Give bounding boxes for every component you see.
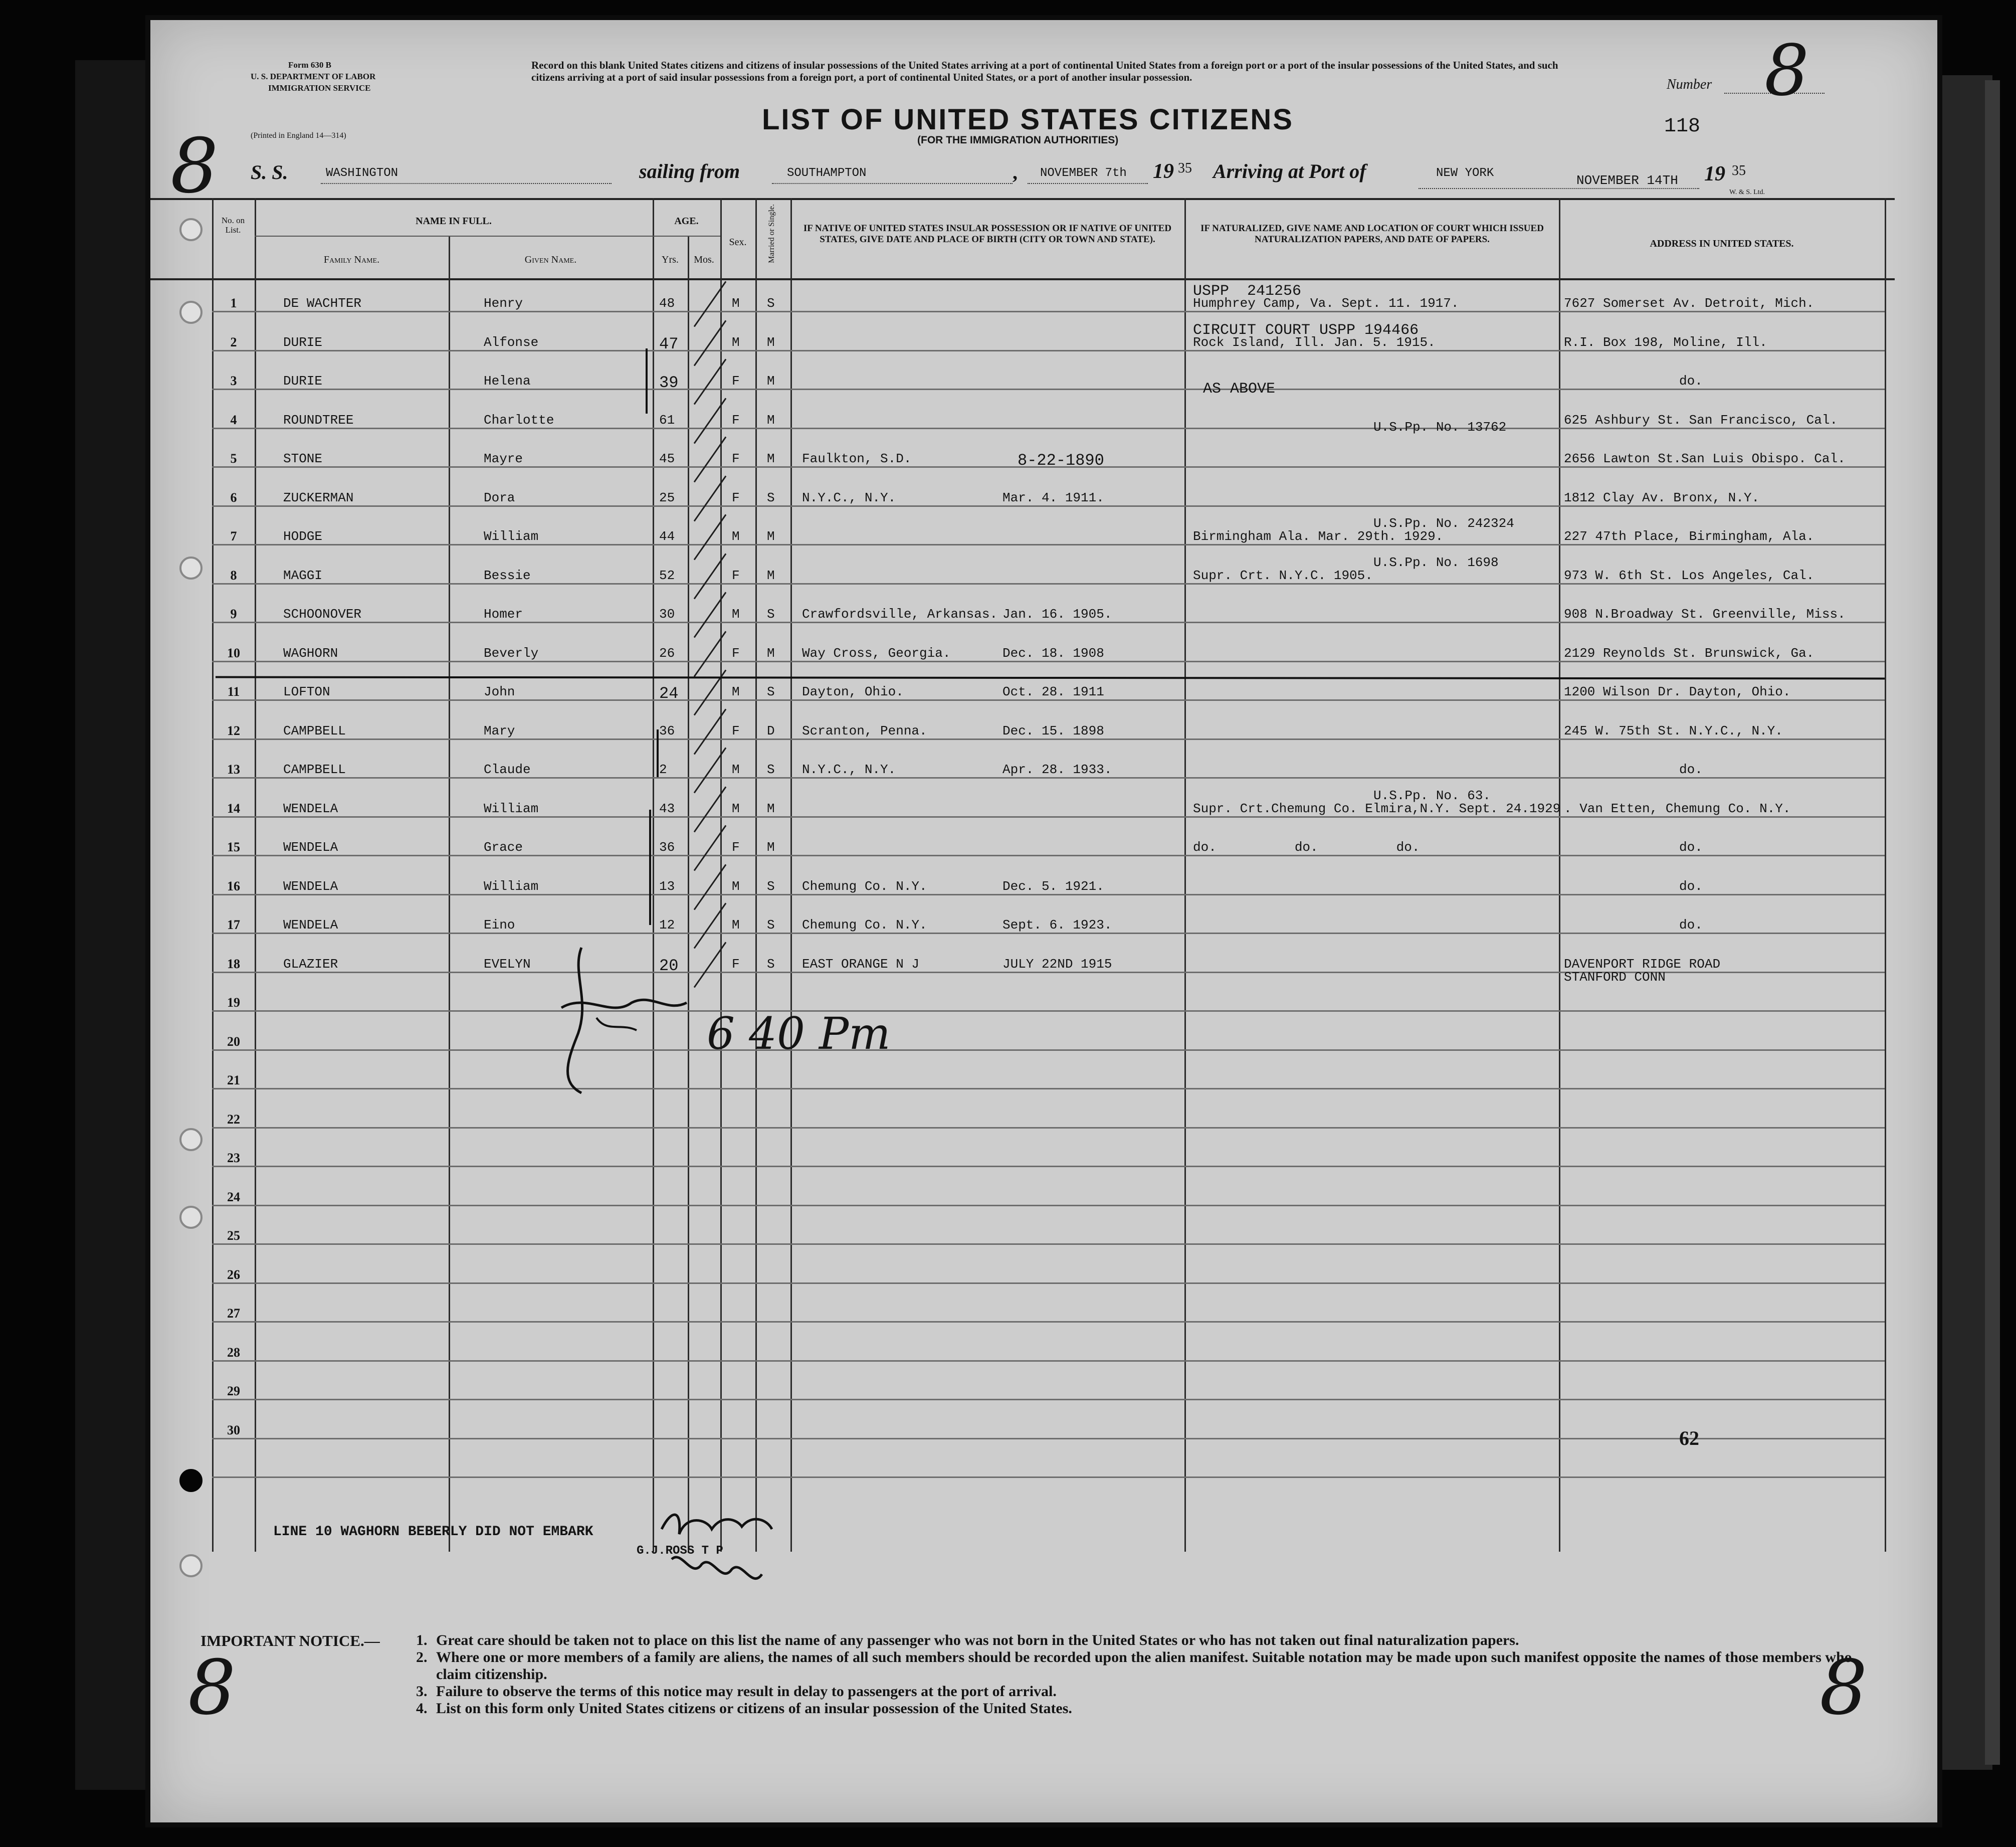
comma-1: , bbox=[1013, 161, 1018, 183]
marital-status: M bbox=[767, 840, 775, 855]
birth-date: Mar. 4. 1911. bbox=[1002, 490, 1104, 505]
row-number: 3 bbox=[230, 374, 237, 388]
marital-status: M bbox=[767, 413, 775, 428]
row-rule bbox=[212, 1360, 1885, 1362]
sex: M bbox=[732, 879, 740, 894]
col-header-given: Given Name. bbox=[524, 254, 577, 265]
family-name: ROUNDTREE bbox=[283, 413, 354, 428]
naturalization-papers: U.S.Pp. No. 242324 bbox=[1373, 516, 1514, 531]
notice-item bbox=[416, 1683, 1880, 1700]
age-years: 36 bbox=[659, 723, 675, 738]
row-number: 11 bbox=[227, 684, 240, 699]
marital-status: S bbox=[767, 684, 775, 699]
family-name: ZUCKERMAN bbox=[283, 490, 354, 505]
row-rule bbox=[212, 1243, 1885, 1245]
naturalization-papers: CIRCUIT COURT USPP 194466 bbox=[1193, 322, 1419, 339]
address: . Van Etten, Chemung Co. N.Y. bbox=[1564, 801, 1791, 816]
family-name: DURIE bbox=[283, 335, 323, 350]
family-name: DURIE bbox=[283, 374, 323, 389]
row-rule bbox=[212, 583, 1885, 585]
given-name: Eino bbox=[484, 917, 515, 933]
sex: M bbox=[732, 607, 740, 622]
row-number: 17 bbox=[227, 917, 240, 932]
notice-number: 2. bbox=[416, 1649, 428, 1666]
birth-date: Dec. 15. 1898 bbox=[1002, 723, 1104, 738]
marital-status: S bbox=[767, 957, 775, 972]
birthplace: Way Cross, Georgia. bbox=[802, 646, 951, 661]
col-rule-ms bbox=[755, 198, 757, 1552]
sex: F bbox=[732, 490, 740, 505]
address: do. bbox=[1679, 917, 1703, 933]
col-header-native: IF NATIVE OF UNITED STATES INSULAR POSSESSION OR IF NATIVE OF UNITED STATES, GIVE DATE AND PLACE OF BIRTH (CITY OR TOWN AND STATE). bbox=[803, 223, 1172, 245]
age-years: 13 bbox=[659, 879, 675, 894]
birth-date: Dec. 5. 1921. bbox=[1002, 879, 1104, 894]
instructions: Record on this blank United States citizens and citizens of insular possessions of the United States arriving at a port of continental United States from a foreign port or a port of the insular possessions of the United States, and such citizens arriving at a port of said insular possessions from a foreign port, a port of continental United States, or a port of another insular possession. bbox=[531, 59, 1558, 83]
naturalization-court: AS ABOVE bbox=[1203, 381, 1276, 398]
arrival-port: NEW YORK bbox=[1436, 166, 1494, 180]
row-number: 15 bbox=[227, 840, 240, 854]
given-name: Charlotte bbox=[484, 413, 554, 428]
row-rule bbox=[212, 311, 1885, 312]
row-number: 25 bbox=[227, 1228, 240, 1243]
handwritten-time: 6 40 Pm bbox=[707, 1008, 891, 1059]
family-name: WENDELA bbox=[283, 917, 338, 933]
row-rule bbox=[212, 428, 1885, 429]
row-rule bbox=[212, 933, 1885, 934]
sex: M bbox=[732, 684, 740, 699]
row-rule bbox=[212, 1399, 1885, 1400]
row-number: 1 bbox=[230, 296, 237, 310]
row-rule bbox=[212, 1049, 1885, 1051]
row-rule bbox=[212, 661, 1885, 662]
row-rule bbox=[212, 894, 1885, 895]
row-number: 29 bbox=[227, 1384, 240, 1398]
birth-date: JULY 22ND 1915 bbox=[1002, 957, 1112, 972]
given-name: William bbox=[484, 801, 539, 816]
row-rule bbox=[212, 1166, 1885, 1167]
given-name: Bessie bbox=[484, 568, 531, 583]
address: 7627 Somerset Av. Detroit, Mich. bbox=[1564, 296, 1815, 311]
age-years: 47 bbox=[659, 335, 679, 353]
marital-status: M bbox=[767, 801, 775, 816]
page-shadow-right bbox=[1937, 75, 1992, 1770]
row-rule bbox=[212, 1088, 1885, 1089]
row-number: 4 bbox=[230, 413, 237, 427]
marital-status: D bbox=[767, 723, 775, 738]
age-years: 43 bbox=[659, 801, 675, 816]
marital-status: M bbox=[767, 451, 775, 466]
row-rule bbox=[212, 1127, 1885, 1129]
family-name: CAMPBELL bbox=[283, 762, 346, 777]
row-rule bbox=[212, 738, 1885, 740]
birthplace: N.Y.C., N.Y. bbox=[802, 490, 896, 505]
line-10-note: LINE 10 WAGHORN BEBERLY DID NOT EMBARK bbox=[273, 1524, 593, 1540]
age-years: 30 bbox=[659, 607, 675, 622]
from-port: SOUTHAMPTON bbox=[787, 166, 867, 180]
notice-text: Failure to observe the terms of this notice may result in delay to passengers at the port of arrival. bbox=[436, 1683, 1057, 1700]
arrival-date: NOVEMBER 14TH bbox=[1576, 173, 1678, 188]
col-header-married: Married or Single. bbox=[767, 204, 776, 263]
family-name: STONE bbox=[283, 451, 323, 466]
given-name: Dora bbox=[484, 490, 515, 505]
row-number: 26 bbox=[227, 1267, 240, 1282]
sailing-label: sailing from bbox=[639, 160, 740, 182]
naturalization-court: Birmingham Ala. Mar. 29th. 1929. bbox=[1193, 529, 1444, 544]
row-number: 20 bbox=[227, 1034, 240, 1049]
given-name: Beverly bbox=[484, 646, 539, 661]
row-number: 6 bbox=[230, 490, 237, 505]
check-mark-campbell bbox=[657, 729, 659, 777]
address: do. bbox=[1679, 879, 1703, 894]
age-years: 45 bbox=[659, 451, 675, 466]
row-number: 18 bbox=[227, 957, 240, 971]
row-number: 30 bbox=[227, 1423, 240, 1437]
name-age-subrule bbox=[255, 236, 720, 237]
col-header-no: No. on List. bbox=[221, 216, 245, 235]
punch-hole bbox=[179, 301, 203, 324]
document-subtitle: (FOR THE IMMIGRATION AUTHORITIES) bbox=[917, 134, 1119, 146]
age-years: 44 bbox=[659, 529, 675, 544]
naturalization-papers: U.S.Pp. No. 1698 bbox=[1373, 555, 1499, 570]
row-number: 5 bbox=[230, 451, 237, 466]
naturalization-papers: USPP 241256 bbox=[1193, 283, 1302, 300]
year-prefix-1: 19 bbox=[1153, 160, 1174, 183]
row-rule bbox=[212, 777, 1885, 779]
row-rule bbox=[212, 1321, 1885, 1323]
marital-status: S bbox=[767, 917, 775, 933]
given-name: Henry bbox=[484, 296, 523, 311]
naturalization-court: Supr. Crt.Chemung Co. Elmira,N.Y. Sept. 24.1929 bbox=[1193, 801, 1561, 816]
sex: F bbox=[732, 840, 740, 855]
address: do. bbox=[1679, 374, 1703, 389]
depart-date: NOVEMBER 7th bbox=[1040, 166, 1127, 180]
binding-rail bbox=[1985, 80, 2000, 1765]
given-name: Alfonse bbox=[484, 335, 539, 350]
depart-year: 35 bbox=[1178, 160, 1192, 176]
row-rule bbox=[212, 544, 1885, 545]
address: 2656 Lawton St.San Luis Obispo. Cal. bbox=[1564, 451, 1846, 466]
age-years: 36 bbox=[659, 840, 675, 855]
address: do. bbox=[1679, 840, 1703, 855]
address: DAVENPORT RIDGE ROAD bbox=[1564, 957, 1721, 972]
sex: M bbox=[732, 335, 740, 350]
birthplace: Crawfordsville, Arkansas. bbox=[802, 607, 998, 622]
marital-status: M bbox=[767, 646, 775, 661]
punch-hole bbox=[179, 1206, 203, 1229]
family-name: WENDELA bbox=[283, 840, 338, 855]
given-name: William bbox=[484, 879, 539, 894]
sex: M bbox=[732, 296, 740, 311]
marital-status: M bbox=[767, 529, 775, 544]
header-bottom-rule bbox=[150, 278, 1895, 280]
sex: M bbox=[732, 762, 740, 777]
col-rule-no-left bbox=[212, 198, 214, 1552]
col-header-family: Family Name. bbox=[323, 254, 380, 265]
col-header-mos: Mos. bbox=[694, 254, 714, 265]
address: R.I. Box 198, Moline, Ill. bbox=[1564, 335, 1767, 350]
age-years: 12 bbox=[659, 917, 675, 933]
marital-status: S bbox=[767, 490, 775, 505]
given-name: Mayre bbox=[484, 451, 523, 466]
sex: F bbox=[732, 451, 740, 466]
birth-date: 8-22-1890 bbox=[1018, 451, 1104, 470]
notice-text: Where one or more members of a family are aliens, the names of all such members should be recorded upon the alien manifest. Suitable notation may be made upon such manifest opposite the names of those members who claim citizenship. bbox=[436, 1649, 1852, 1683]
age-years: 39 bbox=[659, 374, 679, 392]
address: 625 Ashbury St. San Francisco, Cal. bbox=[1564, 413, 1838, 428]
col-rule-naturalized bbox=[1184, 198, 1186, 1552]
corner-number-left: 8 bbox=[188, 1644, 236, 1732]
col-rule-sex bbox=[720, 198, 722, 1552]
address: 973 W. 6th St. Los Angeles, Cal. bbox=[1564, 568, 1815, 583]
naturalization-court: Humphrey Camp, Va. Sept. 11. 1917. bbox=[1193, 296, 1459, 311]
given-name: Mary bbox=[484, 723, 515, 738]
birth-date: Oct. 28. 1911 bbox=[1002, 684, 1104, 699]
row-rule bbox=[212, 622, 1885, 623]
naturalization-court: U.S.Pp. No. 13762 bbox=[1373, 420, 1507, 435]
page-number-62: 62 bbox=[1679, 1427, 1699, 1449]
given-name: Grace bbox=[484, 840, 523, 855]
address: 1200 Wilson Dr. Dayton, Ohio. bbox=[1564, 684, 1791, 699]
address: 2129 Reynolds St. Brunswick, Ga. bbox=[1564, 646, 1815, 661]
address-line-2: STANFORD CONN bbox=[1564, 970, 1666, 985]
row-number: 19 bbox=[227, 995, 240, 1010]
row-rule bbox=[212, 505, 1885, 507]
notice-title: IMPORTANT NOTICE.— bbox=[200, 1632, 380, 1649]
birth-date: Dec. 18. 1908 bbox=[1002, 646, 1104, 661]
age-years: 26 bbox=[659, 646, 675, 661]
given-name: Claude bbox=[484, 762, 531, 777]
family-name: MAGGI bbox=[283, 568, 323, 583]
ss-label: S. S. bbox=[251, 161, 288, 183]
sex: M bbox=[732, 529, 740, 544]
punch-hole bbox=[179, 218, 203, 241]
check-mark-wendela bbox=[649, 810, 651, 925]
address: 227 47th Place, Birmingham, Ala. bbox=[1564, 529, 1815, 544]
marital-status: S bbox=[767, 762, 775, 777]
row-rule bbox=[212, 816, 1885, 818]
notice-number: 1. bbox=[416, 1632, 428, 1648]
margin-number-8: 8 bbox=[170, 123, 219, 210]
row-rule bbox=[212, 350, 1885, 351]
row-number: 2 bbox=[230, 335, 237, 349]
col-rule-right bbox=[1885, 198, 1886, 1552]
notice-number: 4. bbox=[416, 1700, 428, 1717]
age-years: 52 bbox=[659, 568, 675, 583]
ship-name: WASHINGTON bbox=[326, 166, 398, 180]
number-value: 8 bbox=[1764, 30, 1809, 112]
row-number: 24 bbox=[227, 1190, 240, 1204]
family-name: WENDELA bbox=[283, 879, 338, 894]
sex: F bbox=[732, 646, 740, 661]
row-rule bbox=[212, 1438, 1885, 1439]
sex: F bbox=[732, 723, 740, 738]
printer-mark: W. & S. Ltd. bbox=[1729, 189, 1765, 196]
marital-status: S bbox=[767, 296, 775, 311]
ship-line bbox=[321, 183, 612, 184]
date-line bbox=[1028, 183, 1148, 184]
row-number: 9 bbox=[230, 607, 237, 621]
sex: F bbox=[732, 568, 740, 583]
address: 1812 Clay Av. Bronx, N.Y. bbox=[1564, 490, 1760, 505]
page-shadow-left bbox=[75, 60, 150, 1790]
family-name: HODGE bbox=[283, 529, 323, 544]
form-number: Form 630 B bbox=[288, 60, 331, 70]
col-header-naturalized: IF NATURALIZED, GIVE NAME AND LOCATION OF COURT WHICH ISSUED NATURALIZATION PAPERS, AND DATE OF PAPERS. bbox=[1200, 223, 1544, 245]
family-name: WAGHORN bbox=[283, 646, 338, 661]
col-rule-family bbox=[255, 198, 256, 1552]
birth-date: Apr. 28. 1933. bbox=[1002, 762, 1112, 777]
from-line bbox=[772, 183, 1013, 184]
address: 908 N.Broadway St. Greenville, Miss. bbox=[1564, 607, 1846, 622]
given-name: William bbox=[484, 529, 539, 544]
row-number: 22 bbox=[227, 1112, 240, 1127]
col-rule-address bbox=[1559, 198, 1560, 1552]
birthplace: N.Y.C., N.Y. bbox=[802, 762, 896, 777]
check-mark-durie bbox=[646, 348, 648, 414]
service: IMMIGRATION SERVICE bbox=[268, 83, 371, 93]
row-rule bbox=[212, 1282, 1885, 1284]
row-number: 12 bbox=[227, 723, 240, 738]
age-years: 24 bbox=[659, 684, 679, 703]
marital-status: M bbox=[767, 568, 775, 583]
birthplace: Faulkton, S.D. bbox=[802, 451, 912, 466]
arriving-label: Arriving at Port of bbox=[1213, 160, 1366, 182]
row-number: 7 bbox=[230, 529, 237, 543]
family-name: DE WACHTER bbox=[283, 296, 362, 311]
arrival-line bbox=[1419, 188, 1699, 189]
number-label: Number bbox=[1667, 77, 1712, 92]
row-number: 16 bbox=[227, 879, 240, 893]
sex: F bbox=[732, 413, 740, 428]
handwritten-signature-middle bbox=[551, 943, 702, 1098]
punch-hole bbox=[179, 1128, 203, 1151]
row-number: 13 bbox=[227, 762, 240, 777]
family-name: WENDELA bbox=[283, 801, 338, 816]
birth-date: Sept. 6. 1923. bbox=[1002, 917, 1112, 933]
row-rule bbox=[212, 1476, 1885, 1478]
sex: M bbox=[732, 917, 740, 933]
row-number: 8 bbox=[230, 568, 237, 583]
year-prefix-2: 19 bbox=[1704, 162, 1725, 186]
given-name: Homer bbox=[484, 607, 523, 622]
printed-in: (Printed in England 14—314) bbox=[251, 131, 346, 140]
col-header-address: ADDRESS IN UNITED STATES. bbox=[1650, 238, 1794, 249]
row-rule bbox=[212, 855, 1885, 856]
given-name: EVELYN bbox=[484, 957, 531, 972]
col-rule-native bbox=[790, 198, 792, 1552]
family-name: CAMPBELL bbox=[283, 723, 346, 738]
notice-number: 3. bbox=[416, 1683, 428, 1700]
naturalization-court: do. do. do. bbox=[1193, 840, 1420, 855]
sex: F bbox=[732, 957, 740, 972]
col-header-age: AGE. bbox=[674, 216, 699, 227]
punch-hole bbox=[179, 1469, 203, 1492]
notice-text: List on this form only United States citizens or citizens of an insular possession of the United States. bbox=[436, 1700, 1072, 1717]
age-years: 48 bbox=[659, 296, 675, 311]
given-name: John bbox=[484, 684, 515, 699]
naturalization-court: Supr. Crt. N.Y.C. 1905. bbox=[1193, 568, 1373, 583]
notice-item bbox=[416, 1632, 1880, 1649]
arrival-year: 35 bbox=[1732, 163, 1746, 178]
marital-status: S bbox=[767, 607, 775, 622]
notice-text: Great care should be taken not to place on this list the name of any passenger who was not born in the United States or who has not taken out final naturalization papers. bbox=[436, 1632, 1519, 1648]
corner-number-right: 8 bbox=[1820, 1644, 1868, 1732]
row-rule bbox=[212, 1010, 1885, 1012]
row-number: 28 bbox=[227, 1345, 240, 1360]
age-years: 20 bbox=[659, 957, 679, 975]
row-rule bbox=[212, 1205, 1885, 1206]
age-years: 2 bbox=[659, 762, 667, 777]
family-name: GLAZIER bbox=[283, 957, 338, 972]
col-header-name: NAME IN FULL. bbox=[416, 216, 492, 227]
row-rule bbox=[212, 699, 1885, 701]
notice-list bbox=[416, 1632, 1880, 1717]
birthplace: Dayton, Ohio. bbox=[802, 684, 904, 699]
col-rule-age bbox=[653, 198, 654, 1552]
col-header-yrs: Yrs. bbox=[662, 254, 679, 265]
col-header-sex: Sex. bbox=[729, 237, 747, 248]
family-name: LOFTON bbox=[283, 684, 330, 699]
marital-status: M bbox=[767, 335, 775, 350]
naturalization-papers: U.S.Pp. No. 63. bbox=[1373, 788, 1491, 803]
notice-item bbox=[416, 1700, 1880, 1717]
birth-date: Jan. 16. 1905. bbox=[1002, 607, 1112, 622]
birthplace: EAST ORANGE N J bbox=[802, 957, 920, 972]
age-years: 61 bbox=[659, 413, 675, 428]
row-number: 27 bbox=[227, 1306, 240, 1321]
address: do. bbox=[1679, 762, 1703, 777]
address: 245 W. 75th St. N.Y.C., N.Y. bbox=[1564, 723, 1783, 738]
punch-hole bbox=[179, 557, 203, 580]
marital-status: S bbox=[767, 879, 775, 894]
document-title: LIST OF UNITED STATES CITIZENS bbox=[762, 103, 1294, 136]
row-rule bbox=[212, 389, 1885, 390]
family-name: SCHOONOVER bbox=[283, 607, 362, 622]
birthplace: Scranton, Penna. bbox=[802, 723, 927, 738]
birthplace: Chemung Co. N.Y. bbox=[802, 879, 927, 894]
row-number: 21 bbox=[227, 1073, 240, 1087]
sex: F bbox=[732, 374, 740, 389]
sex: M bbox=[732, 801, 740, 816]
row-number: 14 bbox=[227, 801, 240, 816]
row-number: 23 bbox=[227, 1151, 240, 1165]
marital-status: M bbox=[767, 374, 775, 389]
given-name: Helena bbox=[484, 374, 531, 389]
notice-item bbox=[416, 1649, 1880, 1683]
punch-hole bbox=[179, 1554, 203, 1577]
department: U. S. DEPARTMENT OF LABOR bbox=[251, 72, 376, 81]
row-number: 10 bbox=[227, 646, 240, 660]
age-years: 25 bbox=[659, 490, 675, 505]
naturalization-court: Rock Island, Ill. Jan. 5. 1915. bbox=[1193, 335, 1436, 350]
birthplace: Chemung Co. N.Y. bbox=[802, 917, 927, 933]
stamp-118: 118 bbox=[1664, 115, 1701, 138]
signature-caption: G.J.ROSS T P bbox=[637, 1544, 723, 1558]
